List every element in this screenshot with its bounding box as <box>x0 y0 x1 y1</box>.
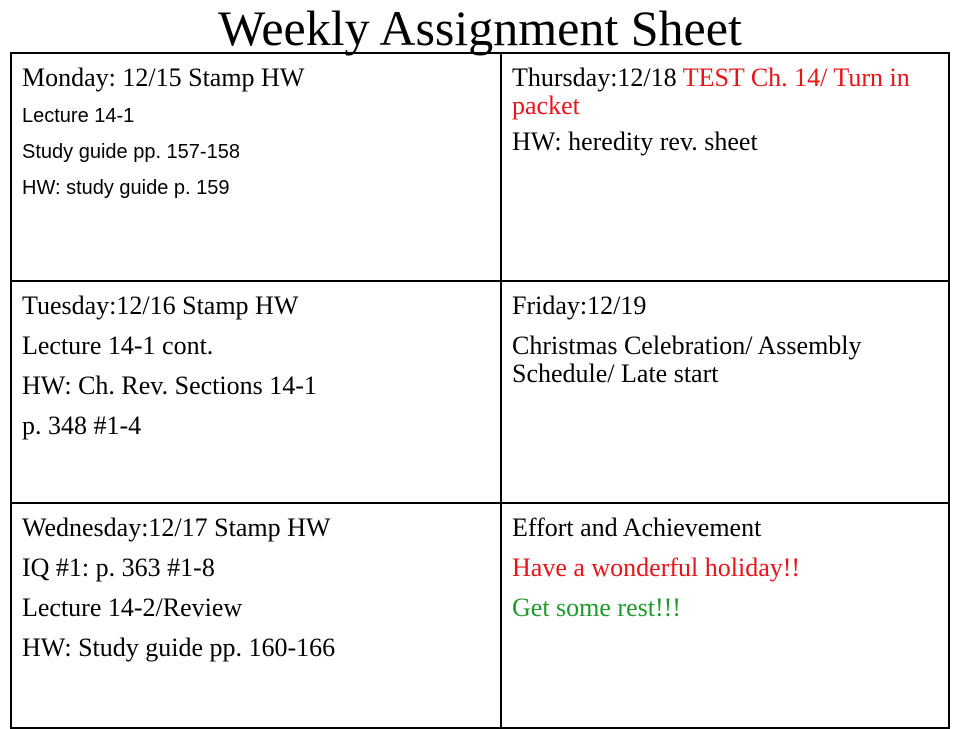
monday-heading: Monday: 12/15 Stamp HW <box>22 63 305 92</box>
wednesday-line: Wednesday:12/17 Stamp HW <box>22 513 331 542</box>
closing-cell <box>501 503 949 728</box>
holiday-line: Have a wonderful holiday!! <box>512 553 801 582</box>
thursday-cell <box>501 53 949 281</box>
assignment-table <box>10 52 950 729</box>
tuesday-line: p. 348 #1-4 <box>22 411 142 440</box>
thursday-hw: HW: heredity rev. sheet <box>512 127 758 156</box>
tuesday-line: HW: Ch. Rev. Sections 14-1 <box>22 371 317 400</box>
thursday-turn-in: Turn in packet <box>512 63 910 120</box>
table-row <box>11 503 949 728</box>
thursday-test: TEST Ch. 14/ <box>682 63 828 92</box>
wednesday-line: HW: Study guide pp. 160-166 <box>22 633 336 662</box>
friday-cell <box>501 281 949 503</box>
tuesday-cell <box>11 281 501 503</box>
tuesday-line: Tuesday:12/16 Stamp HW <box>22 291 299 320</box>
thursday-heading: Thursday:12/18 <box>512 63 677 92</box>
wednesday-line: Lecture 14-2/Review <box>22 593 243 622</box>
table-row <box>11 281 949 503</box>
rest-line: Get some rest!!! <box>512 593 681 622</box>
thursday-heading-line <box>512 64 938 120</box>
friday-note: Christmas Celebration/ Assembly Schedule/ Late start <box>512 331 862 388</box>
wednesday-cell <box>11 503 501 728</box>
monday-cell <box>11 53 501 281</box>
table-row <box>11 53 949 281</box>
wednesday-line: IQ #1: p. 363 #1-8 <box>22 553 215 582</box>
friday-heading: Friday:12/19 <box>512 291 647 320</box>
effort-line: Effort and Achievement <box>512 513 762 542</box>
monday-item: Lecture 14-1 <box>22 105 135 127</box>
page-title: Weekly Assignment Sheet <box>218 0 742 56</box>
monday-item: HW: study guide p. 159 <box>22 177 230 199</box>
monday-item: Study guide pp. 157-158 <box>22 141 240 163</box>
tuesday-line: Lecture 14-1 cont. <box>22 331 214 360</box>
